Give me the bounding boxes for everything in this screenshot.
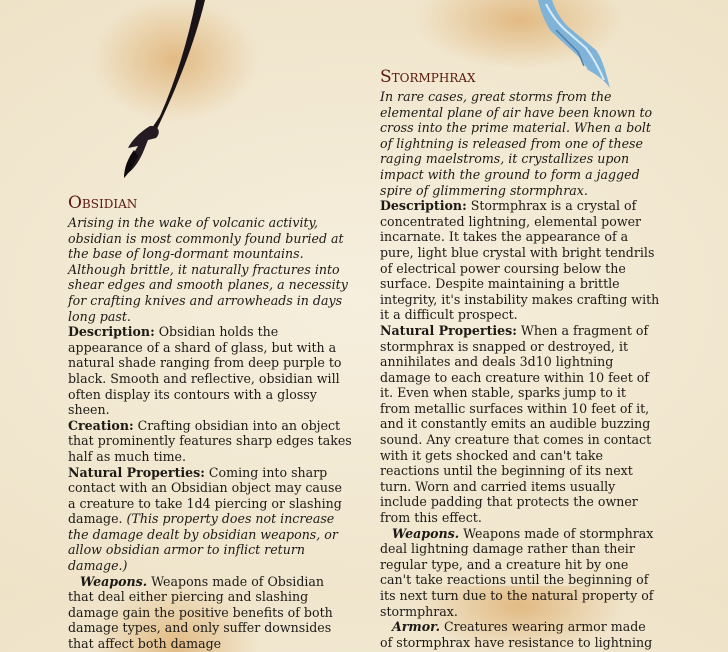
- obsidian-weapons: [68, 574, 353, 652]
- obsidian-description: [68, 324, 353, 418]
- obsidian-weapons-label: Weapons.: [80, 573, 148, 589]
- stormphrax-section: [380, 67, 660, 650]
- obsidian-section: [68, 193, 353, 652]
- stormphrax-armor: [380, 619, 660, 650]
- obsidian-intro: Arising in the wake of volcanic activity, obsidian is most commonly found buried at the base of long-dormant mountains. Although brittle, it naturally fractures into shear edges and smooth planes, a necessity for crafting knives and arrowheads in days long past.: [68, 215, 348, 324]
- stormphrax-weapons-label: Weapons.: [392, 525, 460, 541]
- obsidian-creation-text: Crafting obsidian into an object that prominently features sharp edges takes half as much time.: [68, 417, 352, 464]
- obsidian-creation-label: Creation:: [68, 417, 134, 433]
- obsidian-natural-text: Coming into sharp contact with an Obsidian object may cause a creature to take 1d4 piercing or slashing damage.: [68, 464, 342, 527]
- stormphrax-natural-label: Natural Properties:: [380, 322, 517, 338]
- stormphrax-description-text: Stormphrax is a crystal of concentrated lightning, elemental power incarnate. It takes the appearance of a pure, light blue crystal with bright tendrils of electrical power coursing below the surface. Despite maintaining a brittle integrity, it's instability makes crafting with it a difficult prospect.: [380, 198, 660, 323]
- stormphrax-description-label: Description:: [380, 198, 467, 214]
- obsidian-natural-note: (This property does not increase the damage dealt by obsidian weapons, or allow obsidian armor to inflict return damage.): [68, 511, 338, 574]
- stormphrax-natural-text: When a fragment of stormphrax is snapped or destroyed, it annihilates and deals 3d10 lightning damage to each creature within 10 feet of it. Even when stable, sparks jump to it from metallic surfaces within 10 feet of it, and it constantly emits an audible buzzing sound. Any creature that comes in contact with it gets shocked and can't take reactions until the beginning of its next turn. Worn and carried items usually include padding that protects the owner from this effect.: [380, 322, 652, 526]
- obsidian-natural-properties: [68, 465, 353, 574]
- stormphrax-armor-text: Creatures wearing armor made of stormphrax have resistance to lightning: [380, 619, 653, 650]
- stormphrax-intro: In rare cases, great storms from the elemental plane of air have been known to cross into the prime material. When a bolt of lightning is released from one of these raging maelstroms, it crystallizes upon impact with the ground to form a jagged spire of glimmering stormphrax.: [380, 89, 653, 198]
- obsidian-heading: Obsidian: [68, 193, 138, 213]
- stormphrax-weapons: [380, 526, 660, 620]
- obsidian-creation: [68, 418, 353, 465]
- stormphrax-heading: Stormphrax: [380, 67, 476, 87]
- stormphrax-weapons-text: Weapons made of stormphrax deal lightning damage rather than their regular type, and a creature hit by one can't take reactions until the beginning of its next turn due to the natural property of stormphrax.: [380, 525, 654, 619]
- obsidian-weapons-text: Weapons made of Obsidian that deal either piercing and slashing damage gain the positive benefits of both damage types, and only suffer downsides that affect both damage: [68, 573, 333, 652]
- obsidian-description-label: Description:: [68, 324, 155, 340]
- obsidian-description-text: Obsidian holds the appearance of a shard of glass, but with a natural shade ranging from deep purple to black. Smooth and reflective, obsidian will often display its contours with a glossy sheen.: [68, 324, 342, 418]
- obsidian-natural-label: Natural Properties:: [68, 464, 205, 480]
- stormphrax-armor-label: Armor.: [392, 619, 440, 635]
- stormphrax-natural-properties: [380, 323, 660, 526]
- stormphrax-description: [380, 198, 660, 323]
